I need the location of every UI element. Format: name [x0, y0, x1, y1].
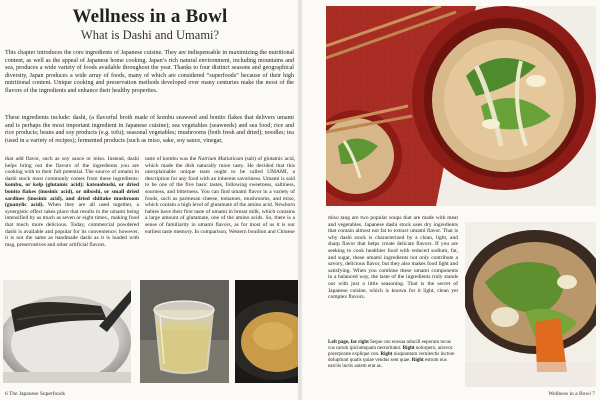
- left-folio: 6 The Japanese Superfoods: [5, 391, 65, 397]
- intro-paragraph: This chapter introduces the core ingredients of Japanese cuisine. They are indispensable in maximizing the nutritional content, as well as the appeal of Japanese home cooking. Japan’s rich natural environment, including mountains and sea, produces a wide variety of foods available throughout the year. Thanks to four distinct seasons and geographical diversity, Japan produces a wide array of foods, many of which are considered “superfoods” because of their high nutritional content. Unique cooking and preservation methods developed over many centuries make the most of the flavors of the ingredients and enhance their healthy properties.: [5, 50, 294, 94]
- broth-bowl-photo: [235, 280, 298, 383]
- right-body-column: miso tang are two popular soups that are made with meat and vegetables. Japanese dashi stock uses dry ingredients that contain almost not fat to extract umami flavor. That is why dashi stock is characterized by a clean, light, and sharp flavor that helps create delicate flavors. If you are seeking to cook healthier food with reduced sodium, fat, and sugar, these umami ingredients not only contribute a savory, delicious flavor, but they also makes food light and satisfying. When you combine these umami components in a balanced way, the taste of the ingredients truly stands out with just a little seasoning. That is the secret of Japanese cuisine, which is known for it light, clean yet complex flavors.: [328, 215, 458, 301]
- caption-text: Seque con eossua nducill eeporum recus cus carum ipiciumquam nectoritatur.: [328, 340, 451, 351]
- text-run: (salt) of glutamic acid, which made the dish naturally more tasty. He decided that this unexplainable unique taste ought to be called UMAMI, a description for any food with an inherent savoriness. Umami is said to be one of the five basic tastes, following sweetness, saltiness, sourness, and bitterness. You can find umami flavor in a variety of foods, such as parmesan cheese, tomatoes, mushrooms, and miso, which contain a high level of glutamate of the amino acid. Newborn babies have their first taste of umami in breast milk, which contains a large amount of glutamate, one of the amino acids. So, there is a sense of familiarity in umami flavors, as for most of us it is our earliest taste memory. In comparison, Western bouillon and Chinese: [145, 156, 295, 235]
- caption-bold: Right: [402, 346, 415, 351]
- caption-bold: Right: [411, 358, 424, 363]
- body-column-2: [145, 156, 295, 235]
- italic-run: Natrium Mutiaticum: [197, 156, 244, 162]
- kombu-pot-photo: [3, 280, 131, 383]
- right-page: [300, 0, 600, 400]
- dashi-glass-photo: [140, 280, 229, 383]
- caption-text: nisquuntum vernitectis inctore doluptiunt quatis quiae vendus sent quae.: [328, 352, 455, 363]
- caption-bold: Right: [380, 352, 393, 357]
- chapter-title: Wellness in a Bowl: [72, 6, 228, 27]
- text-run: taste of kombu was the: [145, 156, 198, 162]
- vegetable-soup-photo: [465, 222, 596, 387]
- right-folio: Wellness in a Bowl 7: [548, 391, 595, 397]
- chapter-subtitle: What is Dashi and Umami?: [80, 28, 220, 42]
- text-run: When they are all used together, a synergistic effect takes place that results in the umami being intensified by as much as seven or eight times., making food that much more delicious. Today, commercial powdered dashi is available and popular for its convenience; however, it is not the same as handmade dashi as it is loaded with msg, preservatives and other artificial flavors.: [5, 202, 139, 248]
- ingredients-paragraph: These ingredients include: dashi, (a flavorful broth made of kombu seaweed and bonito flakes that delivers umami and is perhaps the most important ingredient in Japanese cuisine); sea vegetables (seaweeds) and sea food; rice and rice products; beans and soy products (e.g. tofu); seasonal vegetables; mushrooms (both fresh and dried); noodles; tea (used in a variety of recipes); fermented products (such as miso, sake, soy sauce, vinegar,: [5, 115, 294, 144]
- bold-run: kombu, or kelp (glutamic acid); katsuobushi, or dried bonito flakes (inosinic acid), or niboshi, or small dried sardines (inosinic acid), and dried shiitake mushroom (guanylic acid).: [5, 182, 139, 209]
- miso-soup-photo: [326, 6, 596, 206]
- caption-text: estrum nus earciis inctis autem erat as.: [328, 358, 447, 369]
- caption-bold: Left page, far right: [328, 340, 369, 345]
- photo-caption: [328, 340, 458, 370]
- body-column-1: [5, 156, 139, 248]
- text-run: that add flavor, such as soy sauce or miso. Instead, dashi helps bring out the flavors of the ingredients you are cooking with to their full potential. The source of umami in dashi stock most commonly comes from these ingredients:: [5, 156, 139, 182]
- caption-text: uolorpero, acievoc porerporate explique con.: [328, 346, 453, 357]
